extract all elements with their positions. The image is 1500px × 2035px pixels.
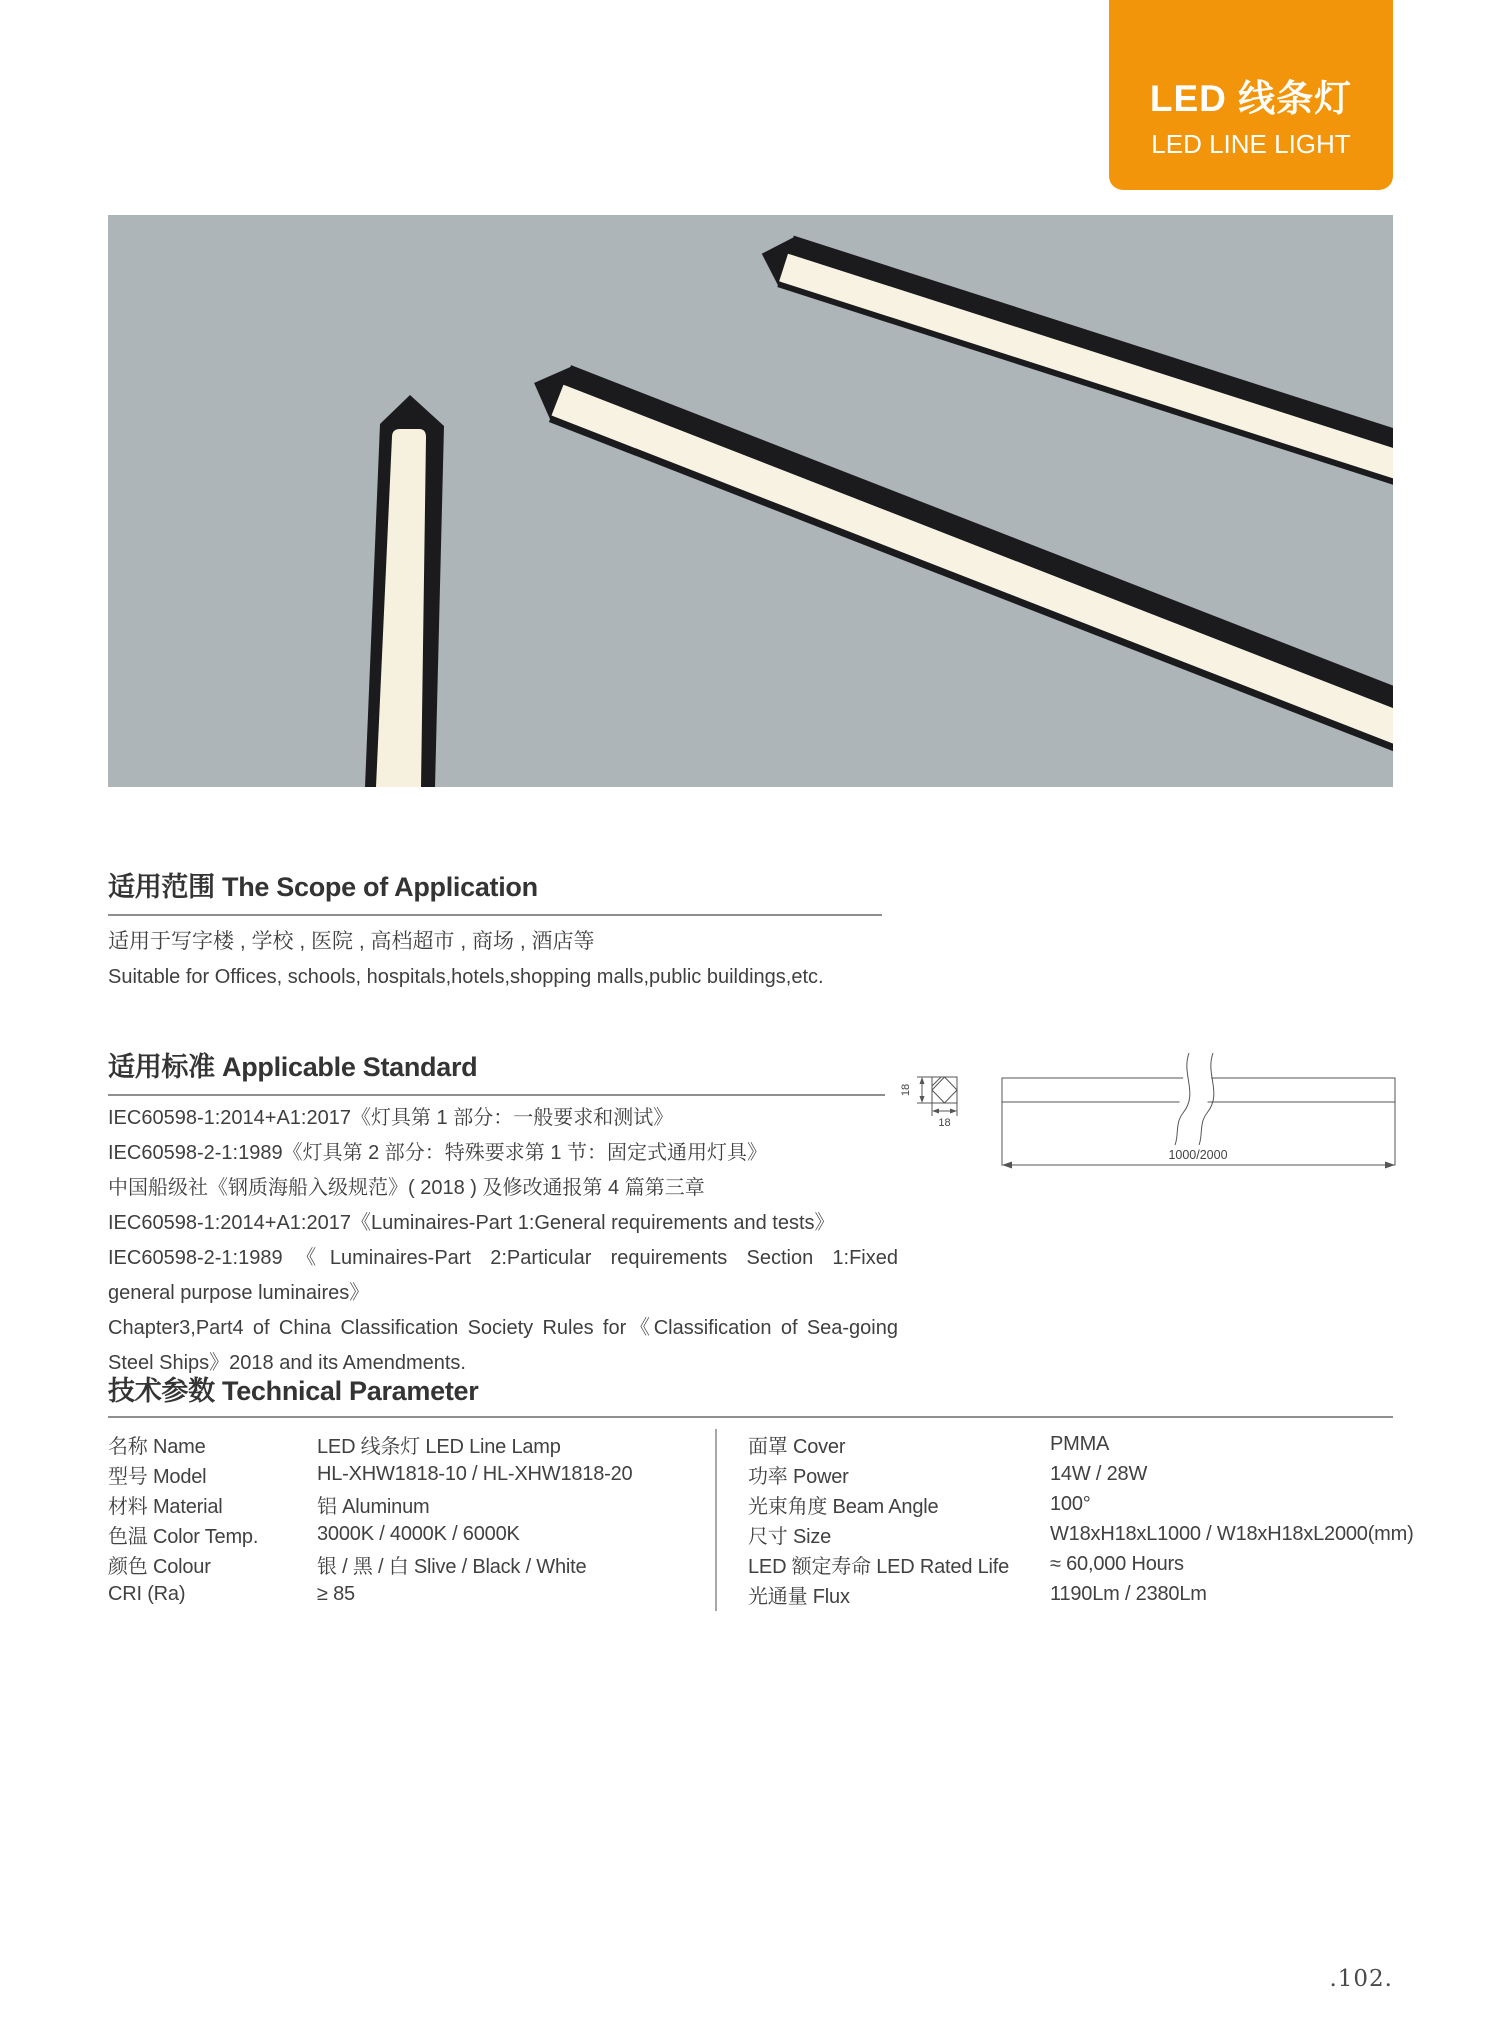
dimension-drawing bbox=[895, 1045, 1405, 1180]
table-row bbox=[748, 1519, 1414, 1549]
row-value: 银 / 黑 / 白 Slive / Black / White bbox=[317, 1555, 587, 1578]
height-dimension-label: 18 bbox=[900, 1083, 912, 1097]
standard-line: IEC60598-2-1:1989《Luminaires-Part 2:Particular requirements Section 1:Fixed bbox=[108, 1247, 898, 1269]
row-label: 色温 Color Temp. bbox=[108, 1525, 259, 1548]
scope-section-heading: 适用范围 The Scope of Application bbox=[108, 872, 538, 902]
parameter-table-right bbox=[748, 1429, 1414, 1609]
row-label: 名称 Name bbox=[108, 1435, 206, 1458]
row-label: 光通量 Flux bbox=[748, 1585, 850, 1608]
table-row bbox=[108, 1579, 698, 1609]
category-badge bbox=[1109, 0, 1393, 190]
row-value: ≥ 85 bbox=[317, 1582, 355, 1605]
table-row bbox=[748, 1549, 1393, 1579]
table-row bbox=[748, 1489, 1393, 1519]
scope-heading-rule bbox=[108, 914, 882, 916]
row-label: 材料 Material bbox=[108, 1495, 223, 1518]
page-number: .102. bbox=[1329, 1966, 1393, 1992]
row-value: 100° bbox=[1050, 1492, 1091, 1515]
table-row bbox=[108, 1549, 698, 1579]
standard-line: IEC60598-1:2014+A1:2017《Luminaires-Part 1:General requirements and tests》 bbox=[108, 1212, 835, 1234]
lamp-photo-illustration bbox=[108, 215, 1393, 787]
row-label: 尺寸 Size bbox=[748, 1525, 832, 1548]
badge-title-en: LED LINE LIGHT bbox=[1151, 129, 1351, 159]
vertical-lamp bbox=[365, 395, 444, 787]
table-row bbox=[108, 1459, 698, 1489]
standard-line: Chapter3,Part4 of China Classification Society Rules for《Classification of Sea-going bbox=[108, 1317, 898, 1339]
standard-line: IEC60598-1:2014+A1:2017《灯具第 1 部分：一般要求和测试》 bbox=[108, 1107, 674, 1129]
standard-section-heading: 适用标准 Applicable Standard bbox=[108, 1052, 478, 1082]
badge-title-zh: LED 线条灯 bbox=[1149, 78, 1353, 119]
break-mask bbox=[1173, 1053, 1215, 1145]
row-value: PMMA bbox=[1050, 1432, 1110, 1455]
cross-section-view bbox=[900, 1077, 957, 1129]
diagonal-lamp-upper bbox=[753, 228, 1393, 501]
row-value: LED 线条灯 LED Line Lamp bbox=[317, 1435, 561, 1458]
table-row bbox=[108, 1489, 698, 1519]
length-dimension-label: 1000/2000 bbox=[1168, 1148, 1228, 1162]
row-value: 14W / 28W bbox=[1050, 1462, 1148, 1485]
parameter-table-left bbox=[108, 1429, 698, 1609]
width-dimension-label: 18 bbox=[938, 1117, 951, 1129]
parameter-heading-rule bbox=[108, 1416, 1393, 1418]
row-label: 功率 Power bbox=[748, 1465, 849, 1488]
row-value: HL-XHW1818-10 / HL-XHW1818-20 bbox=[317, 1462, 633, 1485]
scope-text-en: Suitable for Offices, schools, hospitals,hotels,shopping malls,public buildings,etc. bbox=[108, 966, 824, 988]
scope-text-zh: 适用于写字楼 , 学校 , 医院 , 高档超市 , 商场 , 酒店等 bbox=[108, 930, 595, 953]
row-value: 3000K / 4000K / 6000K bbox=[317, 1522, 520, 1545]
standard-line: Steel Ships》2018 and its Amendments. bbox=[108, 1352, 466, 1374]
standard-line: 中国船级社《钢质海船入级规范》( 2018 ) 及修改通报第 4 篇第三章 bbox=[108, 1177, 705, 1199]
standard-line: general purpose luminaires》 bbox=[108, 1282, 370, 1304]
side-view bbox=[1002, 1053, 1395, 1169]
row-label: LED 额定寿命 LED Rated Life bbox=[748, 1555, 1010, 1578]
row-value: W18xH18xL1000 / W18xH18xL2000(mm) bbox=[1050, 1522, 1414, 1545]
standard-heading-rule bbox=[108, 1094, 885, 1096]
row-value: 铝 Aluminum bbox=[317, 1495, 430, 1518]
table-row bbox=[108, 1519, 698, 1549]
standard-line: IEC60598-2-1:1989《灯具第 2 部分：特殊要求第 1 节：固定式通用灯具》 bbox=[108, 1142, 768, 1164]
table-column-divider bbox=[715, 1429, 717, 1611]
product-photo bbox=[108, 215, 1393, 787]
parameter-section-heading: 技术参数 Technical Parameter bbox=[108, 1376, 479, 1406]
row-label: 颜色 Colour bbox=[108, 1555, 211, 1578]
row-value: ≈ 60,000 Hours bbox=[1050, 1552, 1184, 1575]
row-label: CRI (Ra) bbox=[108, 1582, 186, 1605]
row-label: 光束角度 Beam Angle bbox=[748, 1495, 939, 1518]
table-row bbox=[748, 1579, 1393, 1609]
table-row bbox=[748, 1459, 1393, 1489]
standard-text-block bbox=[108, 1101, 898, 1381]
row-value: 1190Lm / 2380Lm bbox=[1050, 1582, 1207, 1605]
row-label: 型号 Model bbox=[108, 1465, 207, 1488]
table-row bbox=[748, 1429, 1393, 1459]
table-row bbox=[108, 1429, 698, 1459]
row-label: 面罩 Cover bbox=[748, 1435, 846, 1458]
